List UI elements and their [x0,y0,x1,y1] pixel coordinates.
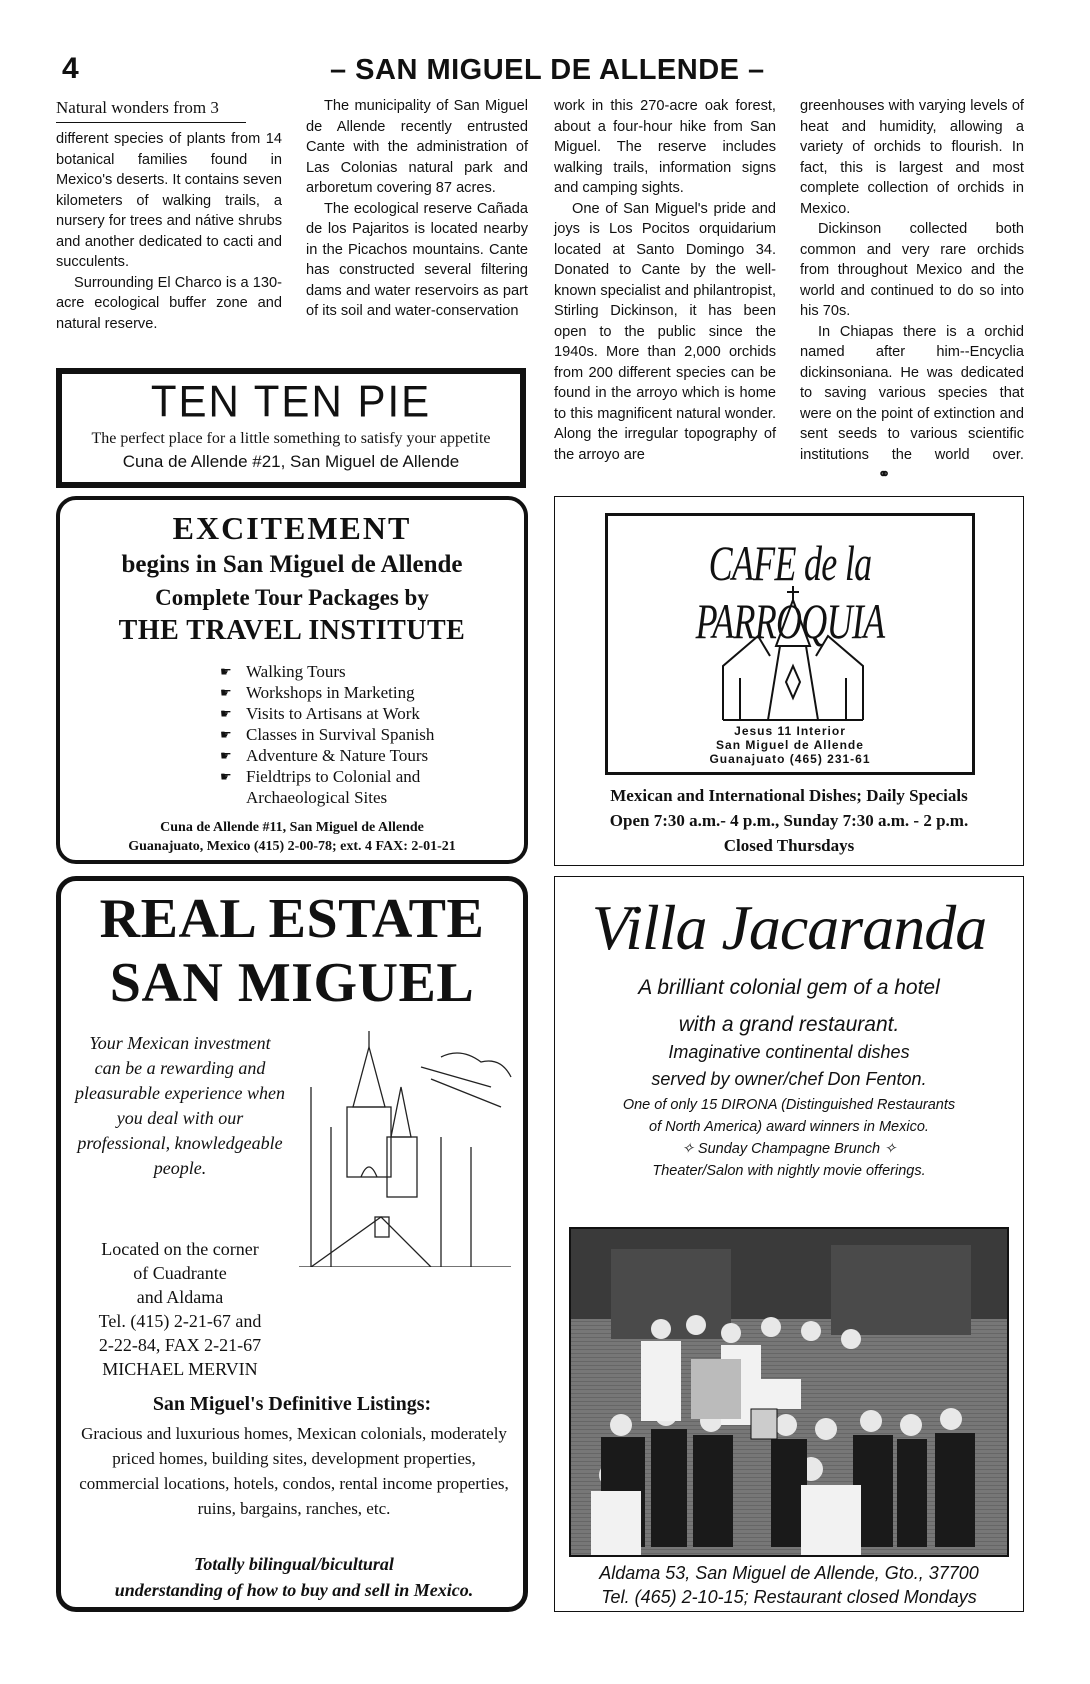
villa-line7: ✧ Sunday Champagne Brunch ✧ [681,1141,897,1157]
pointing-hand-icon: ☛ [220,664,232,679]
real-estate-location-line: of Cuadrante [133,1263,227,1283]
list-item-label: Fieldtrips to Colonial and Archaeological Sites [246,767,421,807]
real-estate-title-line2: SAN MIGUEL [109,952,475,1014]
article-column-3 [554,96,776,465]
villa-address-line2: Tel. (465) 2-10-15; Restaurant closed Mondays [601,1587,977,1607]
cafe-logo-frame [605,513,975,775]
article-paragraph: greenhouses with varying levels of heat and humidity, allowing a variety of orchids to flourish. In fact, this is largest and most complete collection of orchids in Mexico. [800,98,1024,217]
ad-tenten-pie [56,368,526,488]
villa-line5: One of only 15 DIRONA (Distinguished Restaurants [622,1097,956,1113]
real-estate-tagline: Your Mexican investment can be a rewarding and pleasurable experience when you deal with our professional, knowledgeable people. [75,1033,285,1178]
article-paragraph [800,322,1024,486]
ad-travel-institute [56,496,528,864]
article-paragraph: One of San Miguel's pride and joys is Los Pocitos orquidarium located at Santo Domingo 34. Donated to Cante by the well-known specialist and philantropist, Stirling Dickinson, it has been open to the public since the 1940s. More than 2,000 orchids from 200 different species can be found in the arroyo which is home to this magnificent natural wonder. Along the irregular topography of the arroyo are [554,200,776,463]
list-item [220,703,524,724]
travel-headline: EXCITEMENT [172,510,412,546]
travel-address-line1: Cuna de Allende #11, San Miguel de Allende [160,820,424,835]
real-estate-footer-line2: understanding of how to buy and sell in Mexico. [114,1580,474,1600]
pointing-hand-icon: ☛ [220,685,232,700]
ad-villa-jacaranda [554,876,1024,1612]
list-item [220,682,524,703]
article-column-4 [800,96,1024,486]
tenten-address: Cuna de Allende #21, San Miguel de Allende [122,452,460,471]
article-paragraph-text: In Chiapas there is a orchid named after him--Encyclia dickinsoniana. He was dedicated to saving various species that were on the point of extinction and sent seeds to various scientific institutions the world over. [800,323,1024,463]
pointing-hand-icon: ☛ [220,727,232,742]
article-paragraph: The ecological reserve Cañada de los Pajaritos is located nearby in the Picachos mountains. Cante has constructed several filtering dams and water reservoirs as part of its soil and water-conservation [306,200,528,319]
real-estate-location [75,1237,285,1381]
article-paragraph: The municipality of San Miguel de Allende recently entrusted Cante with the administration of Las Colonias natural park and arboretum covering 87 acres. [306,98,528,196]
cafe-info-line2: Open 7:30 a.m.- 4 p.m., Sunday 7:30 a.m. - 2 p.m. [609,811,969,830]
pointing-hand-icon: ☛ [220,706,232,721]
article-column-2 [306,96,528,322]
real-estate-location-line: MICHAEL MERVIN [102,1359,258,1379]
article-column-1 [56,98,282,334]
cafe-info [555,783,1023,858]
list-item [220,724,524,745]
real-estate-location-line: 2-22-84, FAX 2-21-67 [98,1335,262,1355]
villa-address-line1: Aldama 53, San Miguel de Allende, Gto., 37700 [599,1563,979,1583]
article-paragraph: work in this 270-acre oak forest, about a four-hour hike from San Miguel. The reserve includes walking trails, information signs and camping sights. [554,98,776,196]
tenten-title: TEN TEN PIE [150,376,432,427]
list-item-label: Walking Tours [246,662,346,681]
running-title: – SAN MIGUEL DE ALLENDE – [330,54,765,86]
article-paragraph: Dickinson collected both common and very rare orchids from throughout Mexico and the world and continued to do so into his 70s. [800,221,1024,319]
cafe-address [608,724,972,766]
villa-staff-photo [569,1227,1009,1557]
travel-line3: Complete Tour Packages by [155,585,429,610]
list-item [220,661,524,682]
villa-logo: Villa Jacaranda [591,892,987,963]
list-item [220,745,524,766]
pointing-hand-icon: ☛ [220,748,232,763]
list-item-label: Classes in Survival Spanish [246,725,435,744]
villa-line2: with a grand restaurant. [678,1013,900,1036]
church-icon [718,586,868,722]
ad-cafe-parroquia [554,496,1024,866]
villa-line3: Imaginative continental dishes [668,1042,910,1062]
travel-company: THE TRAVEL INSTITUTE [118,615,466,646]
real-estate-listings-head: San Miguel's Definitive Listings: [152,1393,432,1415]
article-paragraph: different species of plants from 14 botanical families found in Mexico's deserts. It contains seven kilometers of walking trails, a nursery for trees and nátive shrubs and another dedicated to cacti and succulents. [56,131,282,270]
list-item-label: Workshops in Marketing [246,683,415,702]
tenten-tagline: The perfect place for a little something to satisfy your appetite [91,430,491,447]
article-kicker: Natural wonders from 3 [56,98,219,117]
cafe-address-line3: Guanajuato (465) 231-61 [709,752,871,766]
travel-address-line2: Guanajuato, Mexico (415) 2-00-78; ext. 4 FAX: 2-01-21 [128,839,456,854]
list-item-label: Adventure & Nature Tours [246,746,429,765]
real-estate-location-line: Tel. (415) 2-21-67 and [98,1311,262,1331]
travel-list [220,661,524,808]
end-mark-icon: ⚭ [878,467,891,483]
travel-address [60,818,524,856]
real-estate-listings-body: Gracious and luxurious homes, Mexican colonials, moderately priced homes, building sites, development properties, commercial locations, hotels, condos, rental income properties, ruins, bargains, ranches, etc. [79,1424,509,1518]
real-estate-footer-line1: Totally bilingual/bicultural [194,1554,394,1574]
real-estate-location-line: and Aldama [136,1287,224,1307]
travel-subheadline: begins in San Miguel de Allende [121,551,463,578]
real-estate-footer [71,1551,517,1603]
page-number: 4 [62,52,79,85]
villa-line1: A brilliant colonial gem of a hotel [638,976,940,999]
list-item [220,766,524,808]
real-estate-location-line: Located on the corner [101,1239,259,1259]
cafe-info-line1: Mexican and International Dishes; Daily Specials [610,786,968,805]
list-item-label: Visits to Artisans at Work [246,704,420,723]
pointing-hand-icon: ☛ [220,769,232,784]
cathedral-sketch-icon [291,1027,517,1267]
kicker-rule [56,122,246,123]
villa-address [555,1561,1023,1609]
villa-line6: of North America) award winners in Mexico. [649,1119,929,1135]
cafe-info-line3: Closed Thursdays [723,836,855,855]
article-paragraph: Surrounding El Charco is a 130-acre ecological buffer zone and natural reserve. [56,274,282,332]
group-photo-icon [571,1229,1007,1555]
ad-real-estate [56,876,528,1612]
cafe-logo: CAFE de la PARROQUIA [695,535,885,649]
villa-line4: served by owner/chef Don Fenton. [651,1069,927,1089]
real-estate-title-line1: REAL ESTATE [99,888,485,950]
cafe-address-line2: San Miguel de Allende [716,738,864,752]
villa-line8: Theater/Salon with nightly movie offerings. [652,1163,926,1179]
cafe-address-line1: Jesus 11 Interior [734,724,846,738]
